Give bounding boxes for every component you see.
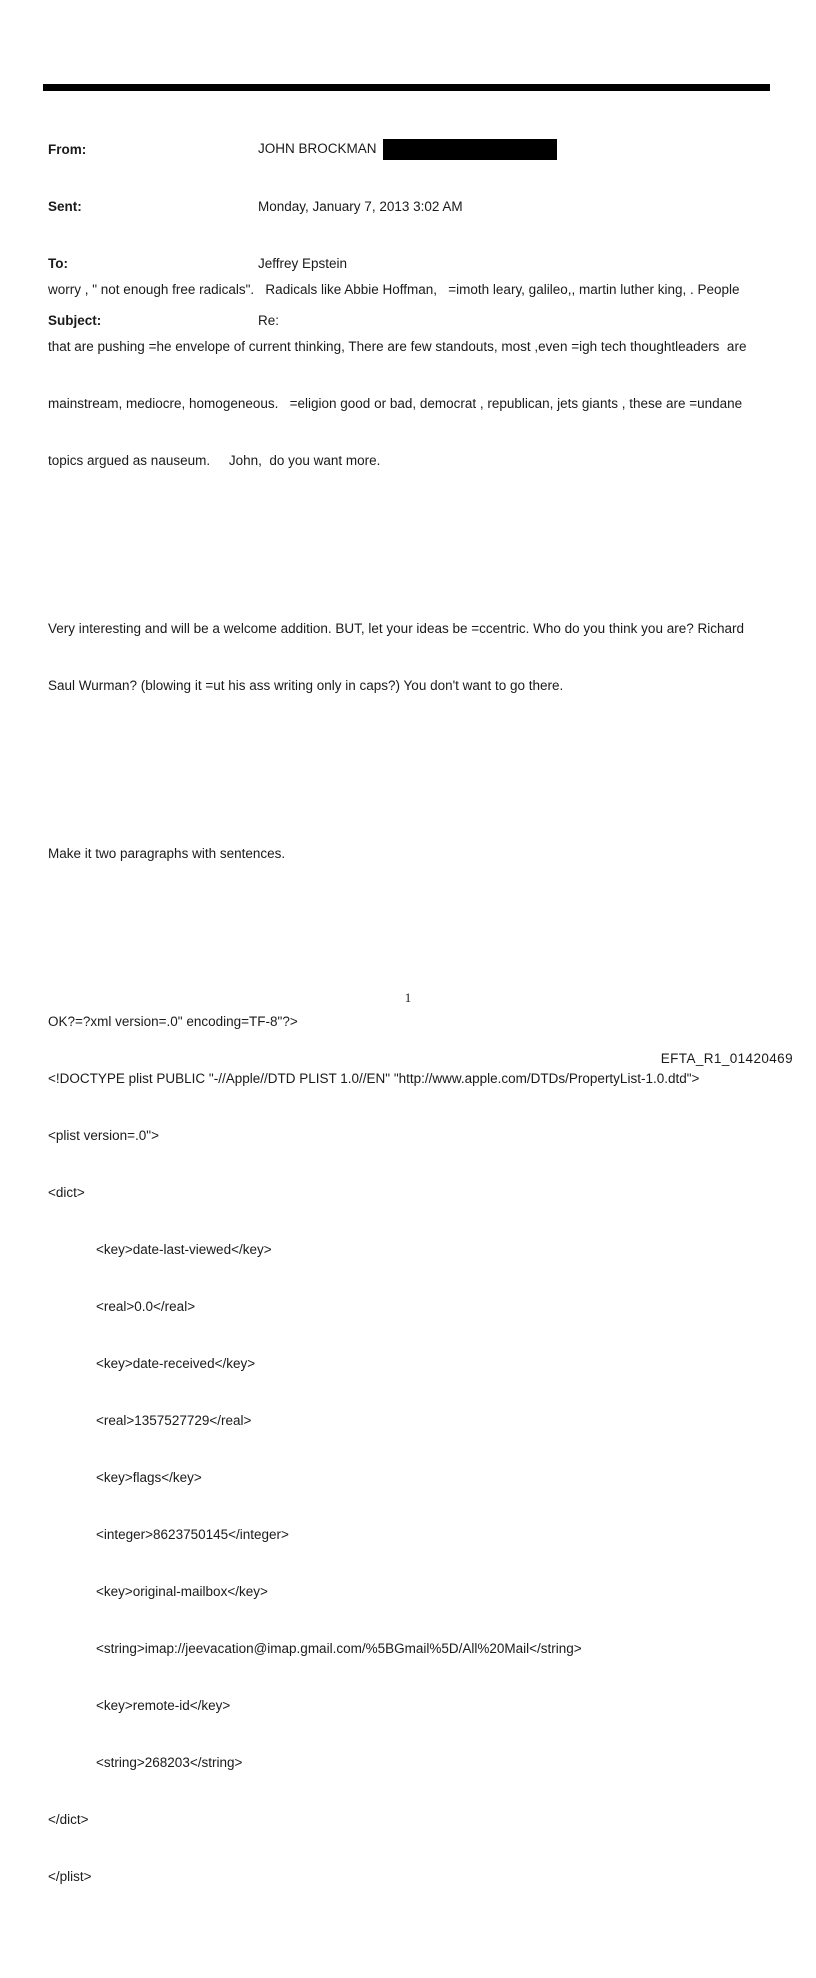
xml-line: </plist> [48, 1869, 92, 1884]
from-value [258, 139, 557, 160]
subject-value: Re: [258, 313, 280, 328]
text-line: mainstream, mediocre, homogeneous. =eligion good or bad, democrat , republican, jets giants , these are =undane [48, 396, 743, 411]
xml-line: <integer>8623750145</integer> [96, 1527, 289, 1542]
sent-label: Sent: [48, 199, 82, 214]
text-line: Saul Wurman? (blowing it =ut his ass writing only in caps?) You don't want to go there. [48, 678, 564, 693]
paragraph-1 [48, 242, 772, 508]
xml-line: <plist version=.0"> [48, 1128, 159, 1143]
plist-block [48, 974, 772, 1924]
text-line: topics argued as nauseum. John, do you want more. [48, 453, 381, 468]
xml-line: <real>0.0</real> [96, 1299, 196, 1314]
xml-line: <!DOCTYPE plist PUBLIC "-//Apple//DTD PLIST 1.0//EN" "http://www.apple.com/DTDs/PropertyList-1.0.dtd"> [48, 1071, 700, 1086]
email-body [48, 204, 772, 1978]
text-line: Very interesting and will be a welcome addition. BUT, let your ideas be =ccentric. Who do you think you are? Richard [48, 621, 744, 636]
to-value: Jeffrey Epstein [258, 256, 348, 271]
xml-line: <dict> [48, 1185, 85, 1200]
sent-value: Monday, January 7, 2013 3:02 AM [258, 199, 463, 214]
xml-line: <string>imap://jeevacation@imap.gmail.com/%5BGmail%5D/All%20Mail</string> [96, 1641, 582, 1656]
paragraph-3 [48, 806, 772, 901]
xml-line: <key>date-received</key> [96, 1356, 256, 1371]
separator-bar [43, 84, 770, 91]
paragraph-2 [48, 581, 772, 733]
subject-label: Subject: [48, 313, 102, 328]
xml-line: <real>1357527729</real> [96, 1413, 252, 1428]
xml-line: <key>remote-id</key> [96, 1698, 231, 1713]
header-field-from [48, 140, 557, 159]
xml-line: </dict> [48, 1812, 89, 1827]
from-label: From: [48, 142, 87, 157]
to-label: To: [48, 256, 68, 271]
redaction-box [383, 139, 557, 160]
text-line: Make it two paragraphs with sentences. [48, 846, 286, 861]
xml-line: <key>original-mailbox</key> [96, 1584, 268, 1599]
bates-number: EFTA_R1_01420469 [660, 1051, 793, 1066]
xml-line: <key>date-last-viewed</key> [96, 1242, 272, 1257]
xml-line: OK?=?xml version=.0" encoding=TF-8"?> [48, 1014, 298, 1029]
page-number: 1 [404, 990, 412, 1005]
text-line: that are pushing =he envelope of current thinking, There are few standouts, most ,even =igh tech thoughtleaders are [48, 339, 747, 354]
xml-line: <key>flags</key> [96, 1470, 202, 1485]
text-line: worry , " not enough free radicals". Radicals like Abbie Hoffman, =imoth leary, galileo,, martin luther king, . People [48, 282, 740, 297]
xml-line: <string>268203</string> [96, 1755, 243, 1770]
from-name: JOHN BROCKMAN [258, 141, 377, 157]
